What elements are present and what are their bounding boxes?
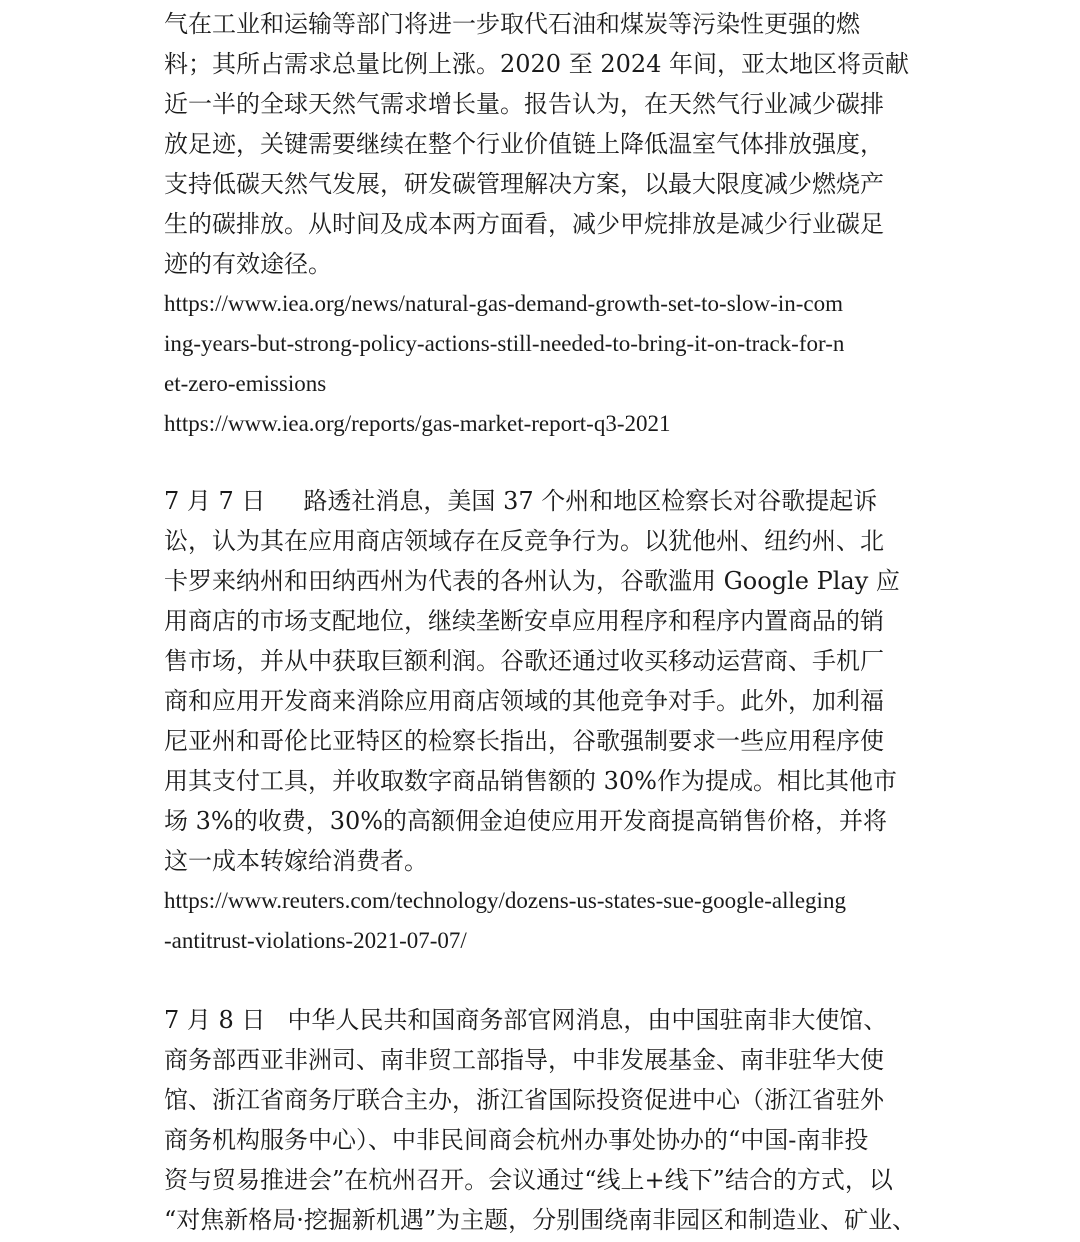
paragraph-line: 近一半的全球天然气需求增长量。报告认为，在天然气行业减少碳排	[164, 90, 884, 118]
entry-date: 7 月 8 日	[164, 1006, 266, 1034]
paragraph-line: 气在工业和运输等部门将进一步取代石油和煤炭等污染性更强的燃	[164, 10, 860, 38]
source-url-line: ing-years-but-strong-policy-actions-still-needed-to-bring-it-on-track-for-n	[164, 331, 845, 356]
paragraph-line: 商和应用开发商来消除应用商店领域的其他竞争对手。此外，加利福	[164, 687, 884, 715]
paragraph-line: 用商店的市场支配地位，继续垄断安卓应用程序和程序内置商品的销	[164, 607, 884, 635]
source-url-line: et-zero-emissions	[164, 371, 327, 396]
entry-text: 路透社消息，美国 37 个州和地区检察长对谷歌提起诉	[303, 487, 878, 515]
paragraph-line: 生的碳排放。从时间及成本两方面看，减少甲烷排放是减少行业碳足	[164, 210, 884, 238]
paragraph-line: 用其支付工具，并收取数字商品销售额的 30%作为提成。相比其他市	[164, 767, 897, 795]
paragraph-line: 馆、浙江省商务厅联合主办，浙江省国际投资促进中心（浙江省驻外	[164, 1086, 884, 1114]
paragraph-line: 商务部西亚非洲司、南非贸工部指导，中非发展基金、南非驻华大使	[164, 1046, 884, 1074]
paragraph-line: 售市场，并从中获取巨额利润。谷歌还通过收买移动运营商、手机厂	[164, 647, 884, 675]
paragraph-line: 卡罗来纳州和田纳西州为代表的各州认为，谷歌滥用 Google Play 应	[164, 567, 900, 595]
paragraph-line: 支持低碳天然气发展，研发碳管理解决方案，以最大限度减少燃烧产	[164, 170, 884, 198]
paragraph-line: 讼，认为其在应用商店领域存在反竞争行为。以犹他州、纽约州、北	[164, 527, 884, 555]
paragraph-line: 商务机构服务中心）、中非民间商会杭州办事处协办的“中国-南非投	[164, 1126, 869, 1154]
paragraph-line: 料；其所占需求总量比例上涨。2020 至 2024 年间，亚太地区将贡献	[164, 50, 910, 78]
paragraph-line: 场 3%的收费，30%的高额佣金迫使应用开发商提高销售价格，并将	[164, 807, 888, 835]
source-url-line: -antitrust-violations-2021-07-07/	[164, 928, 467, 953]
paragraph-line: 这一成本转嫁给消费者。	[164, 847, 428, 875]
entry-text: 中华人民共和国商务部官网消息，由中国驻南非大使馆、	[287, 1006, 888, 1034]
paragraph-line: 资与贸易推进会”在杭州召开。会议通过“线上+线下”结合的方式，以	[164, 1166, 893, 1194]
source-url-line: https://www.iea.org/news/natural-gas-demand-growth-set-to-slow-in-com	[164, 291, 843, 316]
paragraph-line: “对焦新格局·挖掘新机遇”为主题，分别围绕南非园区和制造业、矿业、	[164, 1206, 917, 1234]
paragraph-line: 迹的有效途径。	[164, 250, 332, 278]
source-url-line: https://www.iea.org/reports/gas-market-report-q3-2021	[164, 411, 671, 436]
source-url-line: https://www.reuters.com/technology/dozens-us-states-sue-google-alleging	[164, 888, 846, 913]
entry-date: 7 月 7 日	[164, 487, 266, 515]
entry-first-line	[164, 481, 924, 521]
paragraph-line: 放足迹，关键需要继续在整个行业价值链上降低温室气体排放强度，	[164, 130, 884, 158]
entry-first-line	[164, 1000, 924, 1040]
paragraph-line: 尼亚州和哥伦比亚特区的检察长指出，谷歌强制要求一些应用程序使	[164, 727, 884, 755]
